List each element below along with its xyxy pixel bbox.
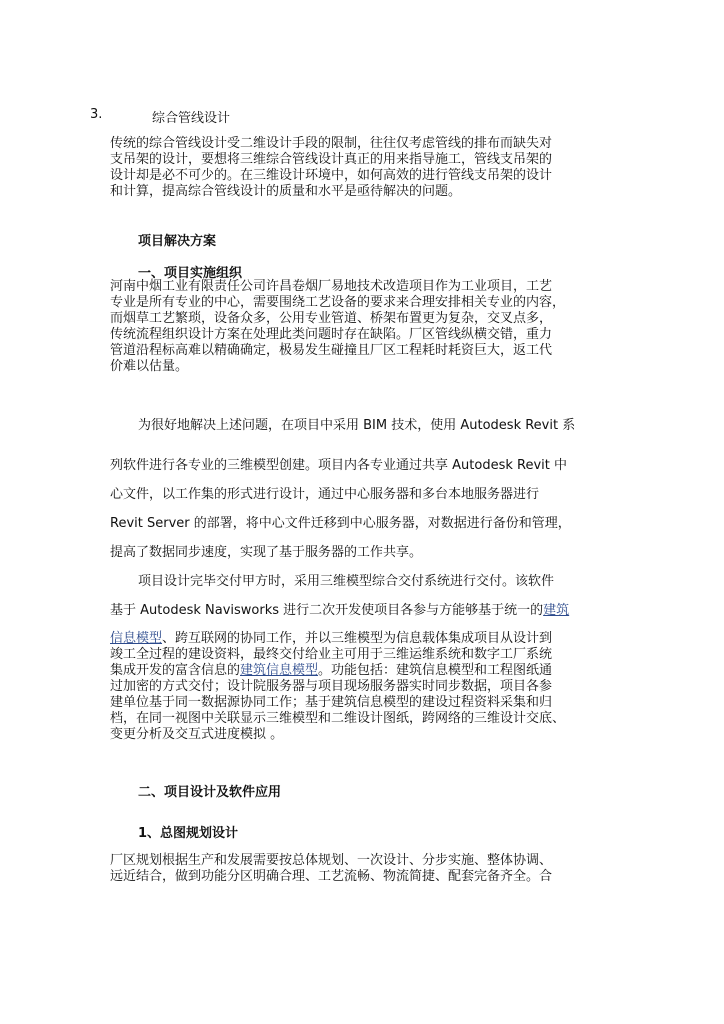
delivery-line: 竣工全过程的建设资料，最终交付给业主可用于三维运维系统和数字工厂系统 (110, 647, 553, 662)
heading-design: 二、项目设计及软件应用 (138, 785, 282, 800)
intro-line: 支吊架的设计，要想将三维综合管线设计真正的用来指导施工，管线支吊架的 (110, 152, 553, 167)
heading-plan: 1、总图规划设计 (138, 826, 239, 841)
delivery-line: 建单位基于同一数据源协同工作；基于建筑信息模型的建设过程资料采集和归 (110, 695, 553, 710)
bim-line: 提高了数据同步速度，实现了基于服务器的工作共享。 (110, 545, 423, 560)
bim-line: Revit Server 的部署，将中心文件迁移到中心服务器，对数据进行备份和管理， (110, 516, 571, 531)
intro-line: 和计算，提高综合管线设计的质量和水平是亟待解决的问题。 (110, 184, 462, 199)
heading-organization: 一、项目实施组织 (138, 266, 243, 281)
bim-link-part2[interactable]: 信息模型 (110, 631, 163, 646)
delivery-text: 。功能包括：建筑信息模型和工程图纸通 (318, 663, 553, 678)
section-title: 综合管线设计 (152, 111, 231, 126)
plan-line: 厂区规划根据生产和发展需要按总体规划、一次设计、分步实施、整体协调、 (110, 853, 553, 868)
bim-paragraph (110, 417, 610, 562)
delivery-line (110, 631, 610, 647)
bim-link-part1[interactable]: 建筑 (543, 603, 570, 618)
delivery-line (110, 602, 610, 620)
delivery-line: 项目设计完毕交付甲方时，采用三维模型综合交付系统进行交付。该软件 (138, 574, 555, 589)
bim-link-2[interactable]: 建筑信息模型 (240, 663, 319, 678)
org-line: 价难以估量。 (110, 359, 189, 374)
bim-line: 为很好地解决上述问题，在项目中采用 BIM 技术，使用 Autodesk Revit 系 (138, 418, 576, 433)
org-line: 而烟草工艺繁琐，设备众多，公用专业管道、桥架布置更为复杂，交叉点多， (110, 311, 553, 326)
org-line: 传统流程组织设计方案在处理此类问题时存在缺陷。厂区管线纵横交错，重力 (110, 327, 553, 342)
bim-line: 心文件，以工作集的形式进行设计，通过中心服务器和多台本地服务器进行 (110, 487, 540, 502)
delivery-line (110, 663, 610, 679)
delivery-line: 变更分析及交互式进度模拟 。 (110, 727, 284, 742)
plan-paragraph (110, 853, 610, 885)
delivery-line: 过加密的方式交付；设计院服务器与项目现场服务器实时同步数据，项目各参 (110, 679, 553, 694)
org-line: 专业是所有专业的中心，需要围绕工艺设备的要求来合理安排相关专业的内容， (110, 295, 566, 310)
intro-paragraph (110, 136, 610, 200)
delivery-text: 基于 Autodesk Navisworks 进行二次开发使项目各参与方能够基于统一的 (110, 603, 544, 618)
plan-line: 远近结合，做到功能分区明确合理、工艺流畅、物流简捷、配套完备齐全。合 (110, 869, 553, 884)
organization-paragraph (110, 279, 610, 375)
org-line: 河南中烟工业有限责任公司许昌卷烟厂易地技术改造项目作为工业项目，工艺 (110, 279, 553, 294)
intro-line: 传统的综合管线设计受二维设计手段的限制，往往仅考虑管线的排布而缺失对 (110, 136, 553, 151)
delivery-paragraph (110, 573, 610, 743)
delivery-text: 集成开发的富含信息的 (110, 663, 241, 678)
org-line: 管道沿程标高难以精确确定，极易发生碰撞且厂区工程耗时耗资巨大，返工代 (110, 343, 553, 358)
section-number: 3. (90, 107, 103, 122)
heading-solution: 项目解决方案 (138, 234, 217, 249)
bim-line: 列软件进行各专业的三维模型创建。项目内各专业通过共享 Autodesk Revit 中 (110, 458, 567, 473)
delivery-line: 档，在同一视图中关联显示三维模型和二维设计图纸，跨网络的三维设计交底、 (110, 711, 566, 726)
delivery-text: 、跨互联网的协同工作，并以三维模型为信息载体集成项目从设计到 (162, 631, 553, 646)
intro-line: 设计却是必不可少的。在三维设计环境中，如何高效的进行管线支吊架的设计 (110, 168, 553, 183)
